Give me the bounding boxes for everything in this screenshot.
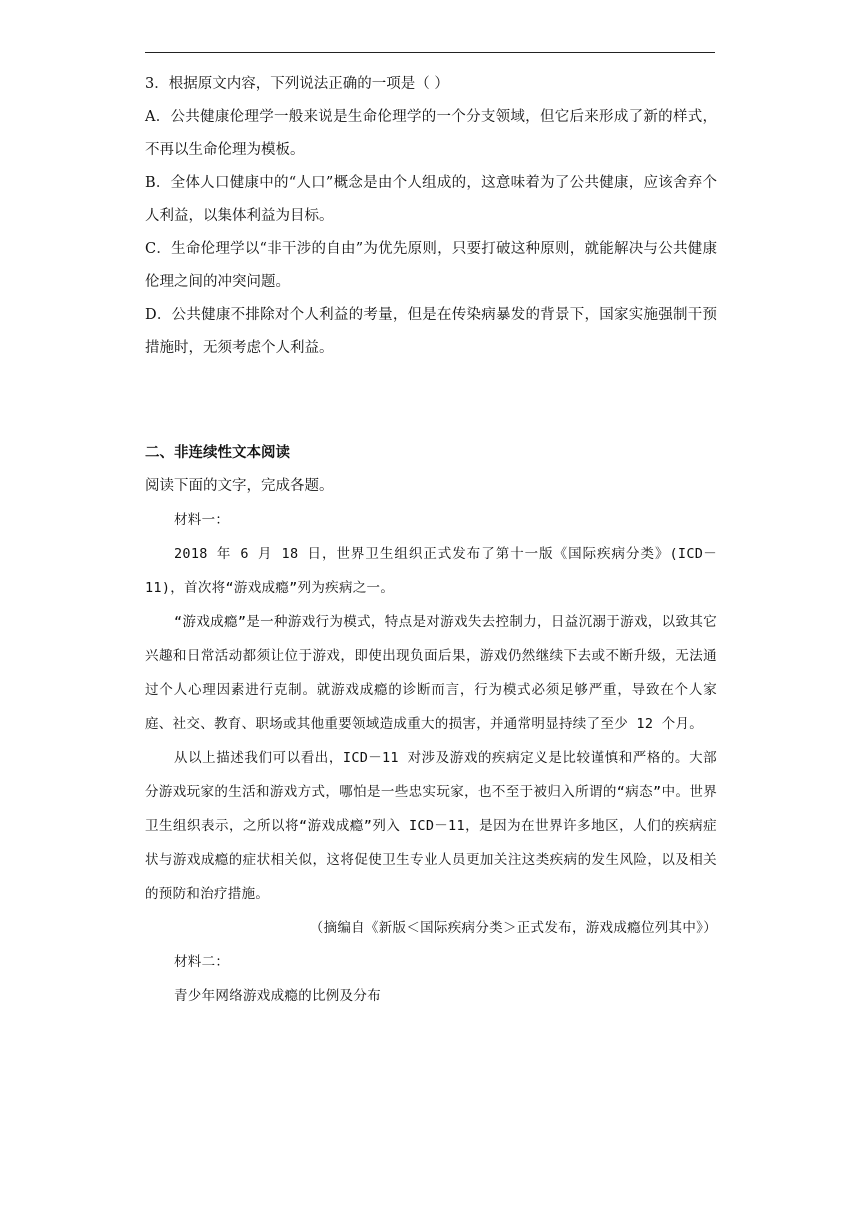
material-1-source: （摘编自《新版＜国际疾病分类＞正式发布，游戏成瘾位列其中》） bbox=[309, 920, 717, 936]
section-spacer bbox=[145, 365, 717, 437]
material-1-paragraph-1: 2018 年 6 月 18 日，世界卫生组织正式发布了第十一版《国际疾病分类》(ICD－11)，首次将“游戏成瘾”列为疾病之一。 bbox=[145, 546, 717, 596]
section-instruction: 阅读下面的文字，完成各题。 bbox=[145, 478, 334, 494]
material-1-paragraph-3: 从以上描述我们可以看出，ICD－11 对涉及游戏的疾病定义是比较谨慎和严格的。大部分游戏玩家的生活和游戏方式，哪怕是一些忠实玩家，也不至于被归入所谓的“病态”中。世界卫生组织表示，之所以将“游戏成瘾”列入 ICD－11，是因为在世界许多地区，人们的疾病症状与游戏成瘾的症状相关似，这将促使卫生专业人员更加关注这类疾病的发生风险，以及相关的预防和治疗措施。 bbox=[145, 750, 717, 902]
header-rule bbox=[145, 52, 715, 53]
question-3-option-a: A．公共健康伦理学一般来说是生命伦理学的一个分支领域，但它后来形成了新的样式，不再以生命伦理为模板。 bbox=[145, 109, 717, 158]
question-3-option-c: C．生命伦理学以“非干涉的自由”为优先原则，只要打破这种原则，就能解决与公共健康伦理之间的冲突问题。 bbox=[145, 241, 717, 290]
material-1-label: 材料一： bbox=[174, 512, 230, 528]
section-heading: 二、非连续性文本阅读 bbox=[145, 445, 290, 461]
material-2-title: 青少年网络游戏成瘾的比例及分布 bbox=[174, 988, 381, 1004]
material-1-paragraph-2: “游戏成瘾”是一种游戏行为模式，特点是对游戏失去控制力，日益沉溺于游戏，以致其它兴趣和日常活动都须让位于游戏，即使出现负面后果，游戏仍然继续下去或不断升级，无法通过个人心理因素进行克制。就游戏成瘾的诊断而言，行为模式必须足够严重，导致在个人家庭、社交、教育、职场或其他重要领域造成重大的损害，并通常明显持续了至少 12 个月。 bbox=[145, 614, 717, 732]
material-2-label: 材料二： bbox=[174, 954, 230, 970]
question-3-option-d: D．公共健康不排除对个人利益的考量，但是在传染病暴发的背景下，国家实施强制干预措施时，无须考虑个人利益。 bbox=[145, 307, 717, 356]
question-3-stem: 3．根据原文内容，下列说法正确的一项是（ ） bbox=[145, 76, 449, 92]
question-3-option-b: B．全体人口健康中的“人口”概念是由个人组成的，这意味着为了公共健康，应该舍弃个人利益，以集体利益为目标。 bbox=[145, 175, 717, 224]
document-content bbox=[145, 68, 717, 1013]
